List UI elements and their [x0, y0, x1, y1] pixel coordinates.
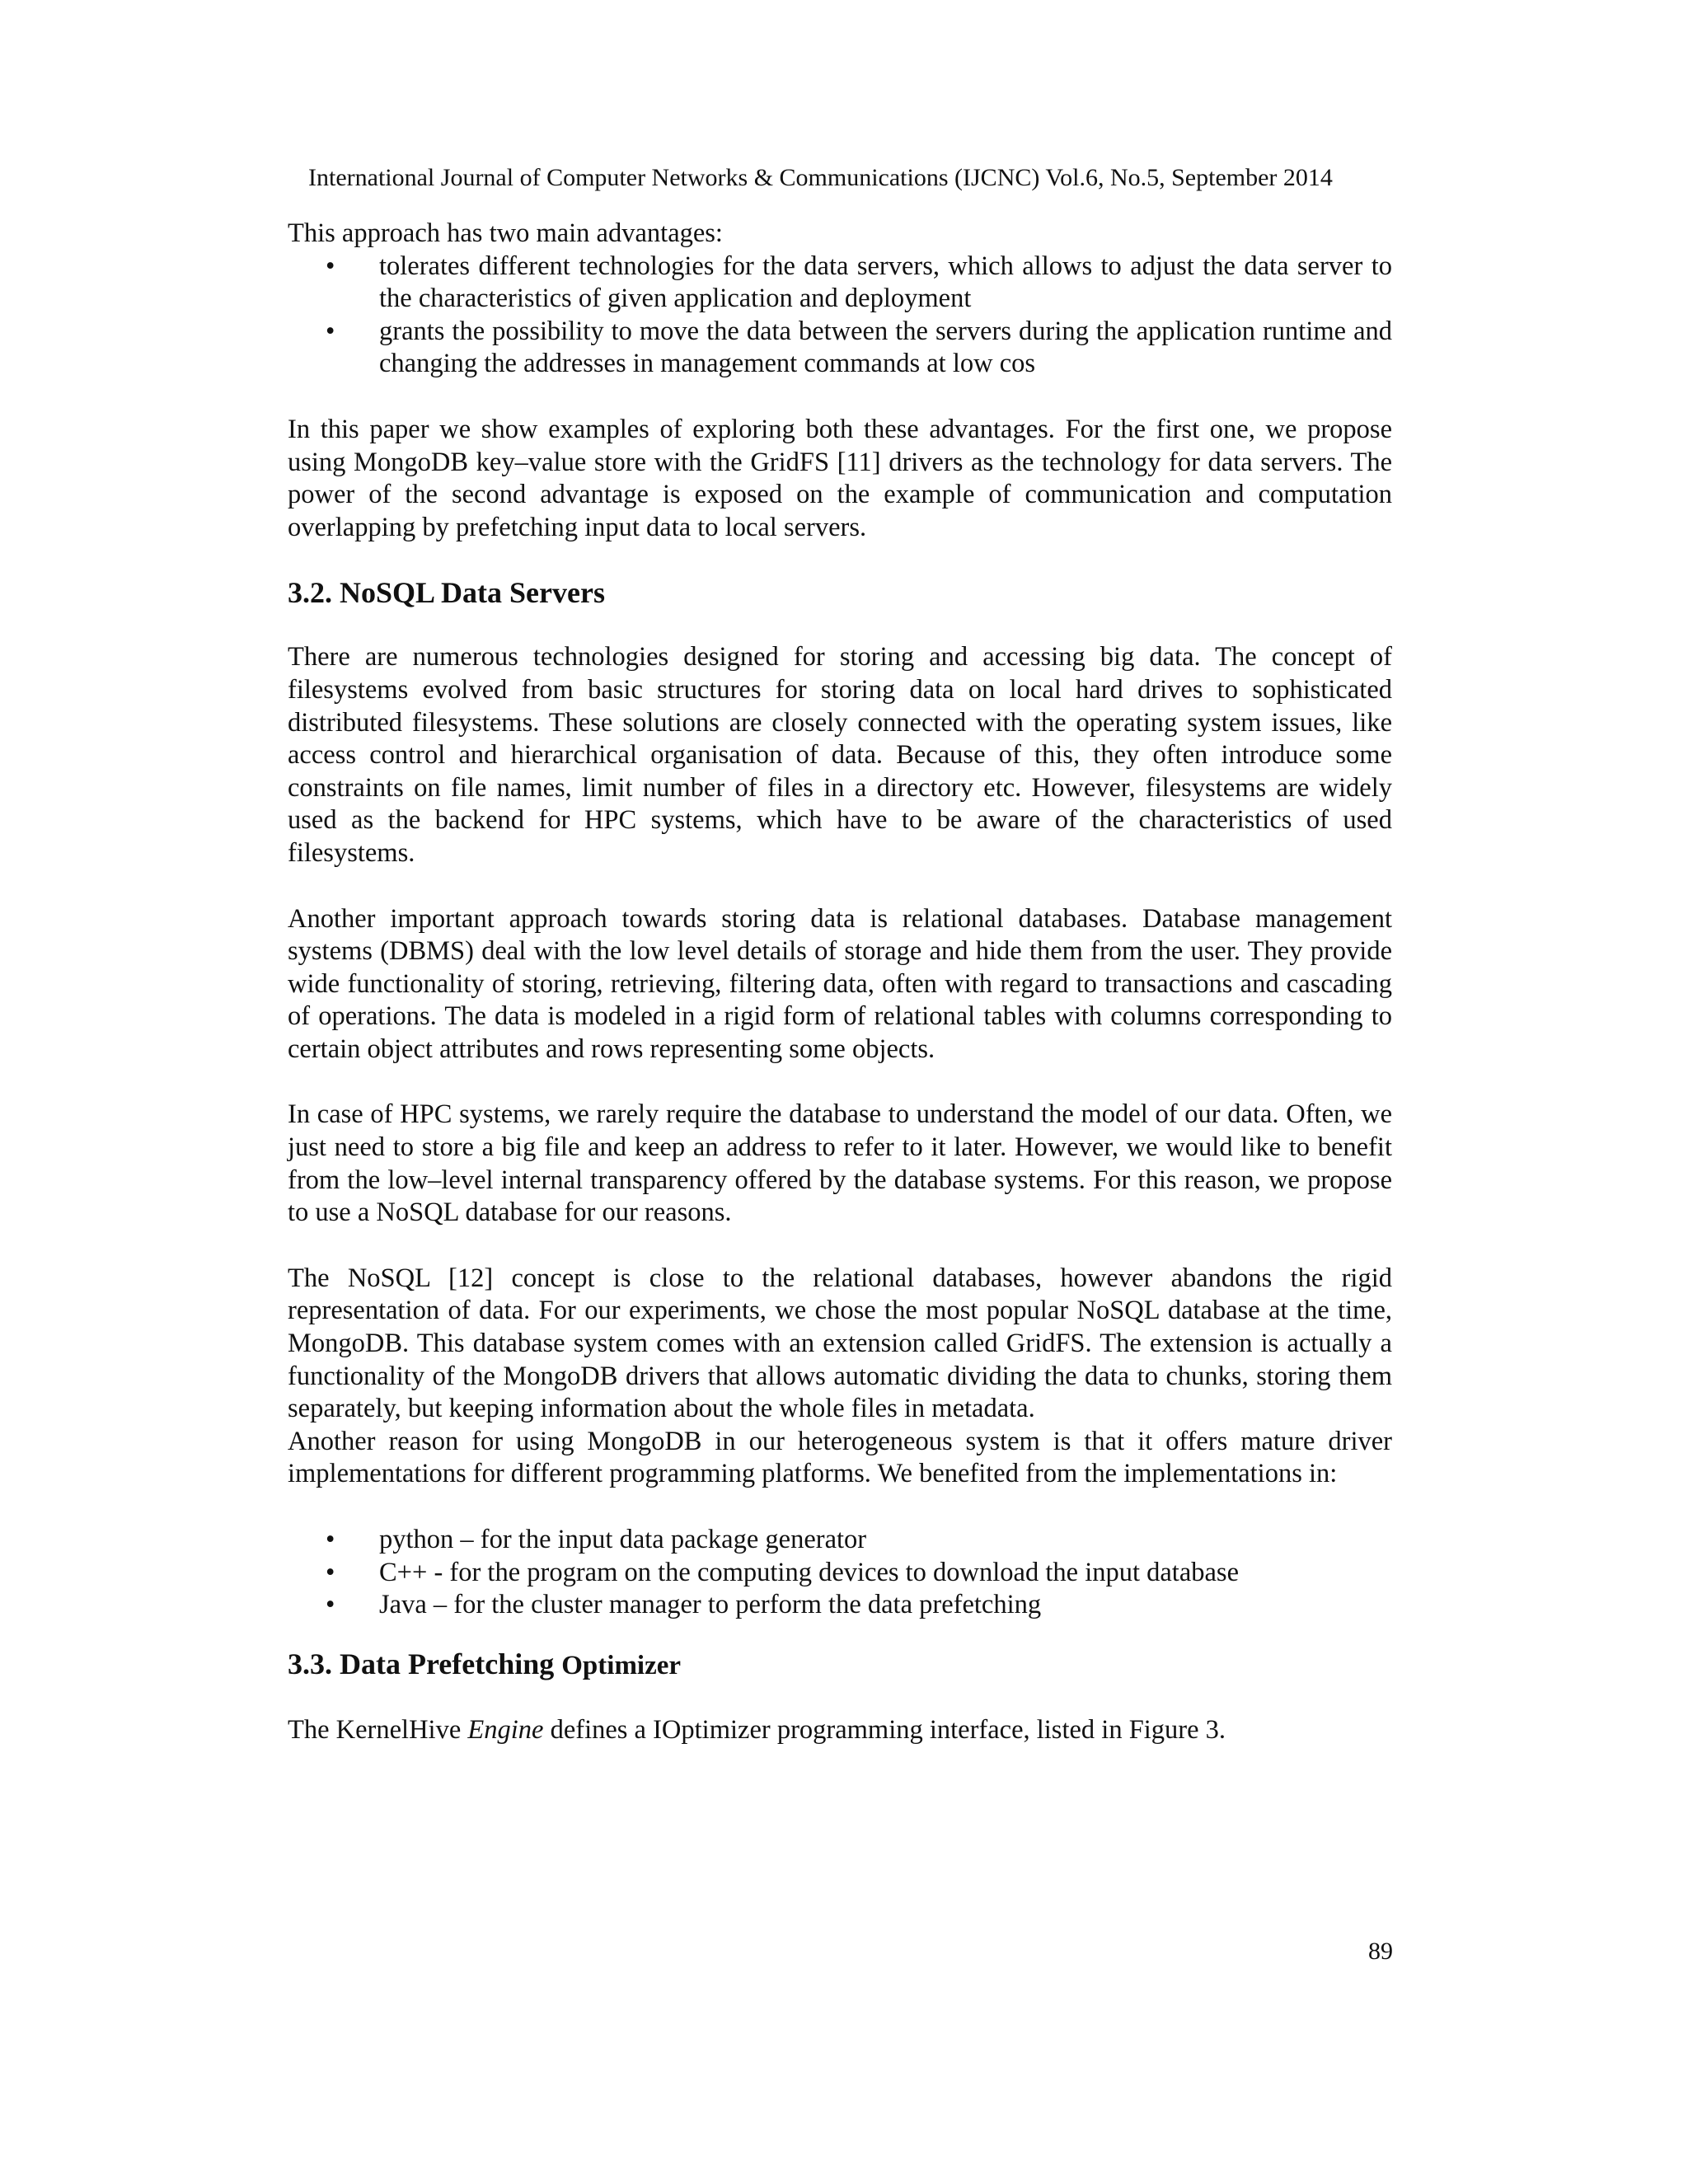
section-number: 3.3. [288, 1647, 332, 1680]
running-header: International Journal of Computer Networks & Communications (IJCNC) Vol.6, No.5, September 2014 [308, 164, 1333, 191]
section-title: Data Prefetching [340, 1647, 555, 1680]
section-title-continued: Optimizer [561, 1650, 682, 1680]
list-item [288, 1557, 1392, 1590]
paragraph: There are numerous technologies designed for storing and accessing big data. The concept of filesystems evolved from basic structures for storing data on local hard drives to sophisticated distributed filesystems. These solutions are closely connected with the operating system issues, like access control and hierarchical organisation of data. Because of this, they often introduce some constraints on file names, limit number of files in a directory etc. However, filesystems are widely used as the backend for HPC systems, which have to be aware of the characteristics of used filesystems. [288, 642, 1392, 868]
section-title: NoSQL Data Servers [340, 576, 605, 610]
list-item [288, 251, 1392, 316]
paragraph: Another important approach towards storing data is relational databases. Database management systems (DBMS) deal with the low level details of storage and hide them from the user. They provide wide functionality of storing, retrieving, filtering data, often with regard to transactions and cascading of operations. The data is modeled in a rigid form of relational tables with columns corresponding to certain object attributes and rows representing some objects. [288, 903, 1392, 1064]
intro-lead: This approach has two main advantages: [288, 218, 723, 248]
bullet-icon: • [326, 1590, 335, 1620]
list-item [288, 1524, 1392, 1557]
bullet-icon: • [326, 316, 335, 346]
list-item-text: grants the possibility to move the data between the servers during the application runtime and changing the addresses in management commands at low cos [379, 316, 1392, 379]
paragraph [288, 1714, 1392, 1747]
list-item [288, 316, 1392, 381]
bullet-icon: • [326, 251, 335, 281]
list-item [288, 1589, 1392, 1622]
page-body [288, 218, 1392, 1746]
list-item-text: tolerates different technologies for the data servers, which allows to adjust the data server to the characteristics of given application and deployment [379, 251, 1392, 314]
paragraph: The NoSQL [12] concept is close to the relational databases, however abandons the rigid representation of data. For our experiments, we chose the most popular NoSQL database at the time, MongoDB. This database system comes with an extension called GridFS. The extension is actually a functionality of the MongoDB drivers that allows automatic dividing the data to chunks, storing them separately, but keeping information about the whole files in metadata. [288, 1263, 1392, 1424]
paragraph-text: defines a IOptimizer programming interface, listed in Figure 3. [543, 1714, 1226, 1745]
section-heading-3-2 [288, 574, 1392, 611]
section-heading-3-3 [288, 1646, 1392, 1684]
section-number: 3.2. [288, 576, 332, 610]
page-number: 89 [1368, 1938, 1393, 1965]
paragraph: In case of HPC systems, we rarely require the database to understand the model of our data. Often, we just need to store a big file and keep an address to refer to it later. However, we would like to benefit from the low–level internal transparency offered by the database systems. For this reason, we propose to use a NoSQL database for our reasons. [288, 1099, 1392, 1228]
emphasis: Engine [467, 1714, 544, 1745]
bullet-icon: • [326, 1525, 335, 1554]
list-item-text: python – for the input data package generator [379, 1525, 867, 1554]
intro-paragraph: In this paper we show examples of exploring both these advantages. For the first one, we propose using MongoDB key–value store with the GridFS [11] drivers as the technology for data servers. The power of the second advantage is exposed on the example of communication and computation overlapping by prefetching input data to local servers. [288, 414, 1392, 542]
paragraph-text: The KernelHive [288, 1714, 468, 1745]
list-item-text: Java – for the cluster manager to perform the data prefetching [379, 1590, 1042, 1620]
list-item-text: C++ - for the program on the computing devices to download the input database [379, 1557, 1239, 1587]
implementations-list [288, 1524, 1392, 1622]
paragraph: Another reason for using MongoDB in our heterogeneous system is that it offers mature driver implementations for different programming platforms. We benefited from the implementations in: [288, 1426, 1392, 1489]
advantages-list [288, 251, 1392, 381]
bullet-icon: • [326, 1557, 335, 1587]
